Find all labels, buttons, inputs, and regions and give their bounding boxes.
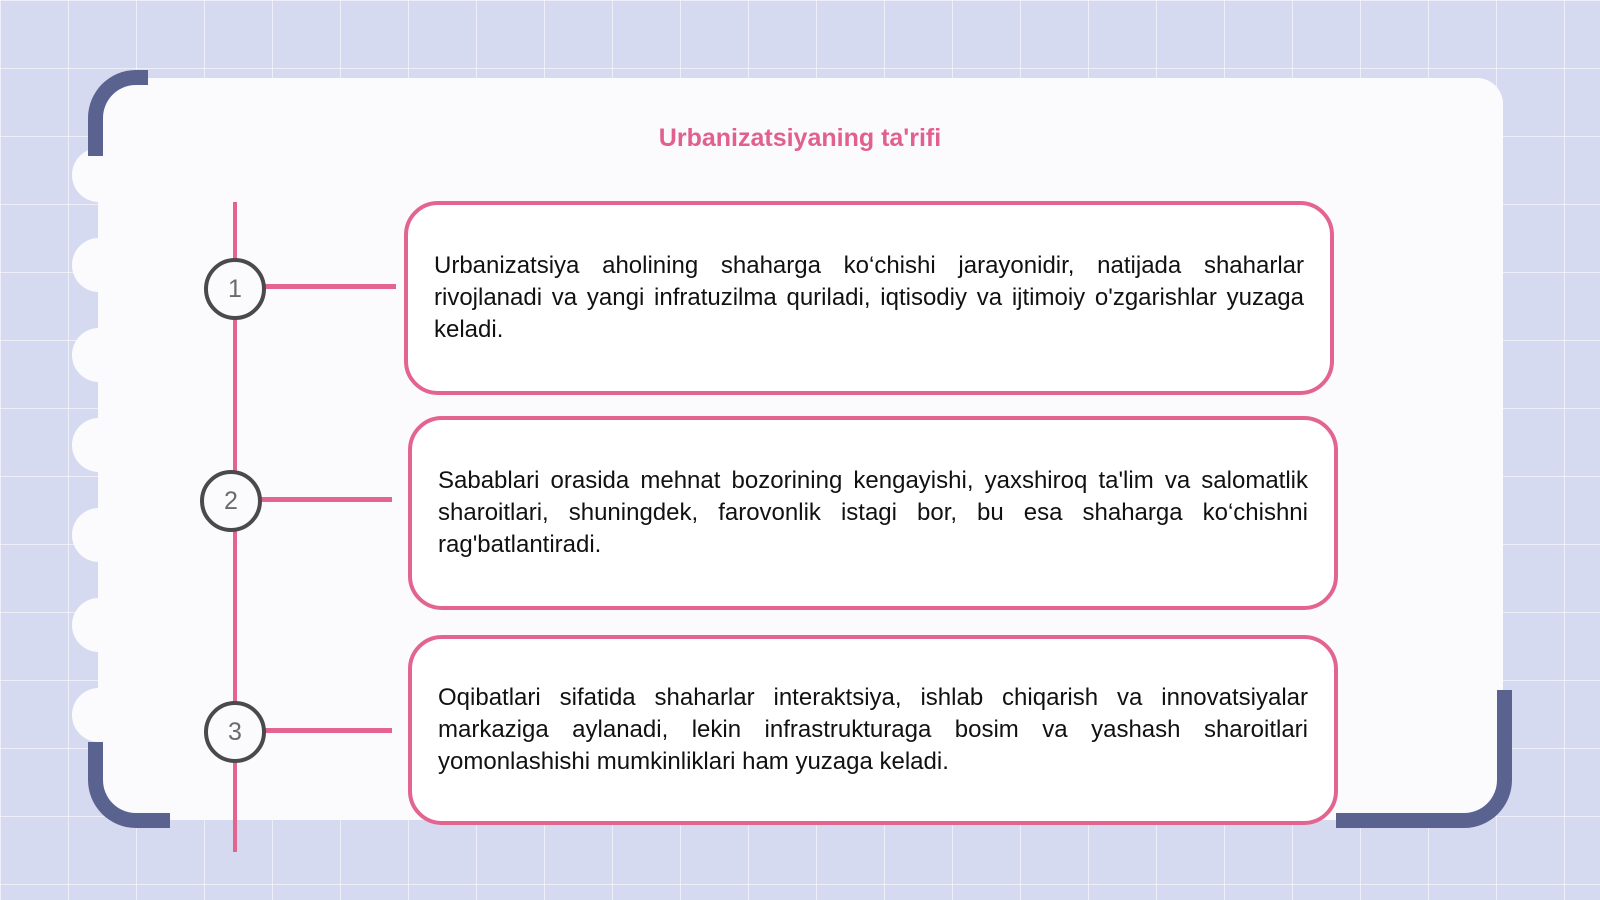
frame-corner-bottom-left bbox=[88, 742, 170, 828]
frame-corner-top-left bbox=[88, 70, 148, 156]
content-box-3 bbox=[408, 635, 1338, 825]
notebook-ring-hole bbox=[72, 148, 126, 202]
notebook-ring-hole bbox=[72, 328, 126, 382]
notebook-ring-hole bbox=[72, 418, 126, 472]
connector-1 bbox=[262, 284, 396, 289]
connector-3 bbox=[262, 728, 392, 733]
notebook-ring-hole bbox=[72, 688, 126, 742]
notebook-ring-hole bbox=[72, 508, 126, 562]
connector-2 bbox=[258, 497, 392, 502]
content-text-3: Oqibatlari sifatida shaharlar interaktsiya, ishlab chiqarish va innovatsiyalar markaziga aylanadi, lekin infrastrukturaga bosim va yashash sharoitlari yomonlashishi mumkinliklari ham yuzaga keladi. bbox=[438, 684, 1308, 775]
notebook-ring-hole bbox=[72, 238, 126, 292]
content-text-2: Sabablari orasida mehnat bozorining kengayishi, yaxshiroq ta'lim va salomatlik sharoitlari, shuningdek, farovonlik istagi bor, bu esa shaharga ko‘chishni rag'batlantiradi. bbox=[438, 467, 1308, 558]
step-number-2: 2 bbox=[200, 470, 262, 532]
content-box-1 bbox=[404, 201, 1334, 395]
content-box-2 bbox=[408, 416, 1338, 610]
step-number-3: 3 bbox=[204, 701, 266, 763]
content-text-1: Urbanizatsiya aholining shaharga ko‘chishi jarayonidir, natijada shaharlar rivojlanadi va yangi infratuzilma quriladi, iqtisodiy va ijtimoiy o'zgarishlar yuzaga keladi. bbox=[434, 252, 1304, 343]
frame-corner-bottom-right bbox=[1336, 690, 1512, 828]
notebook-ring-hole bbox=[72, 598, 126, 652]
slide-title: Urbanizatsiyaning ta'rifi bbox=[658, 124, 942, 152]
step-number-1: 1 bbox=[204, 258, 266, 320]
